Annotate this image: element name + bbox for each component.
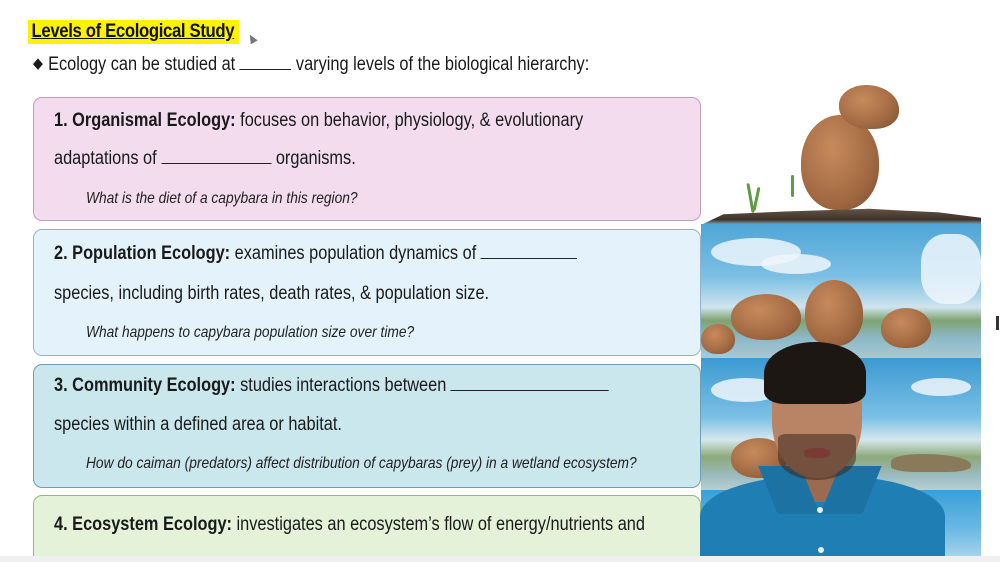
fill-in-blank	[240, 69, 292, 70]
level-heading: 2. Population Ecology:	[54, 243, 231, 264]
level-text: focuses on behavior, physiology, & evolutionary	[240, 110, 584, 131]
level-line-1	[54, 110, 583, 132]
level-question: What happens to capybara population size over time?	[86, 324, 415, 341]
level-heading: 3. Community Ecology:	[54, 375, 236, 396]
level-box-ecosystem	[33, 495, 701, 562]
level-box-community	[33, 364, 701, 488]
capybara-icon	[805, 280, 863, 346]
capybara-icon	[731, 294, 801, 340]
level-line-2	[54, 148, 356, 170]
level-question: What is the diet of a capybara in this region?	[86, 190, 358, 207]
level-text: adaptations of	[54, 148, 157, 169]
presenter-webcam	[700, 342, 945, 562]
fill-in-blank	[161, 163, 271, 164]
edge-mark	[996, 316, 999, 330]
intro-text-after: varying levels of the biological hierarchy:	[295, 54, 590, 75]
level-line-1	[54, 243, 577, 265]
slide-title-wrap	[28, 20, 268, 44]
diamond-bullet-icon: ◆	[33, 55, 43, 72]
fill-in-blank	[481, 258, 577, 259]
capybara-head-icon	[839, 85, 899, 129]
slide-title: Levels of Ecological Study	[28, 20, 240, 44]
capybara-population-illustration	[701, 224, 981, 358]
level-line-2: species within a defined area or habitat.	[54, 414, 342, 435]
level-heading: 4. Ecosystem Ecology:	[54, 514, 232, 535]
level-text: studies interactions between	[240, 375, 447, 396]
level-text: examines population dynamics of	[234, 243, 477, 264]
intro-line	[33, 54, 589, 76]
level-text: organisms.	[275, 148, 356, 169]
level-box-population	[33, 229, 701, 356]
capybara-icon	[801, 115, 879, 210]
fill-in-blank	[451, 390, 609, 391]
level-heading: 1. Organismal Ecology:	[54, 110, 236, 131]
bottom-strip	[0, 556, 1000, 562]
level-line-1	[54, 375, 609, 397]
level-box-organismal	[33, 97, 701, 221]
intro-text-before: Ecology can be studied at	[48, 54, 236, 75]
level-text: investigates an ecosystem’s flow of energy/nutrients and	[236, 514, 645, 535]
level-line-2: species, including birth rates, death rates, & population size.	[54, 283, 490, 304]
single-capybara-illustration	[701, 75, 981, 225]
level-line-1	[54, 514, 645, 536]
level-question: How do caiman (predators) affect distribution of capybaras (prey) in a wetland ecosystem?	[86, 455, 637, 472]
